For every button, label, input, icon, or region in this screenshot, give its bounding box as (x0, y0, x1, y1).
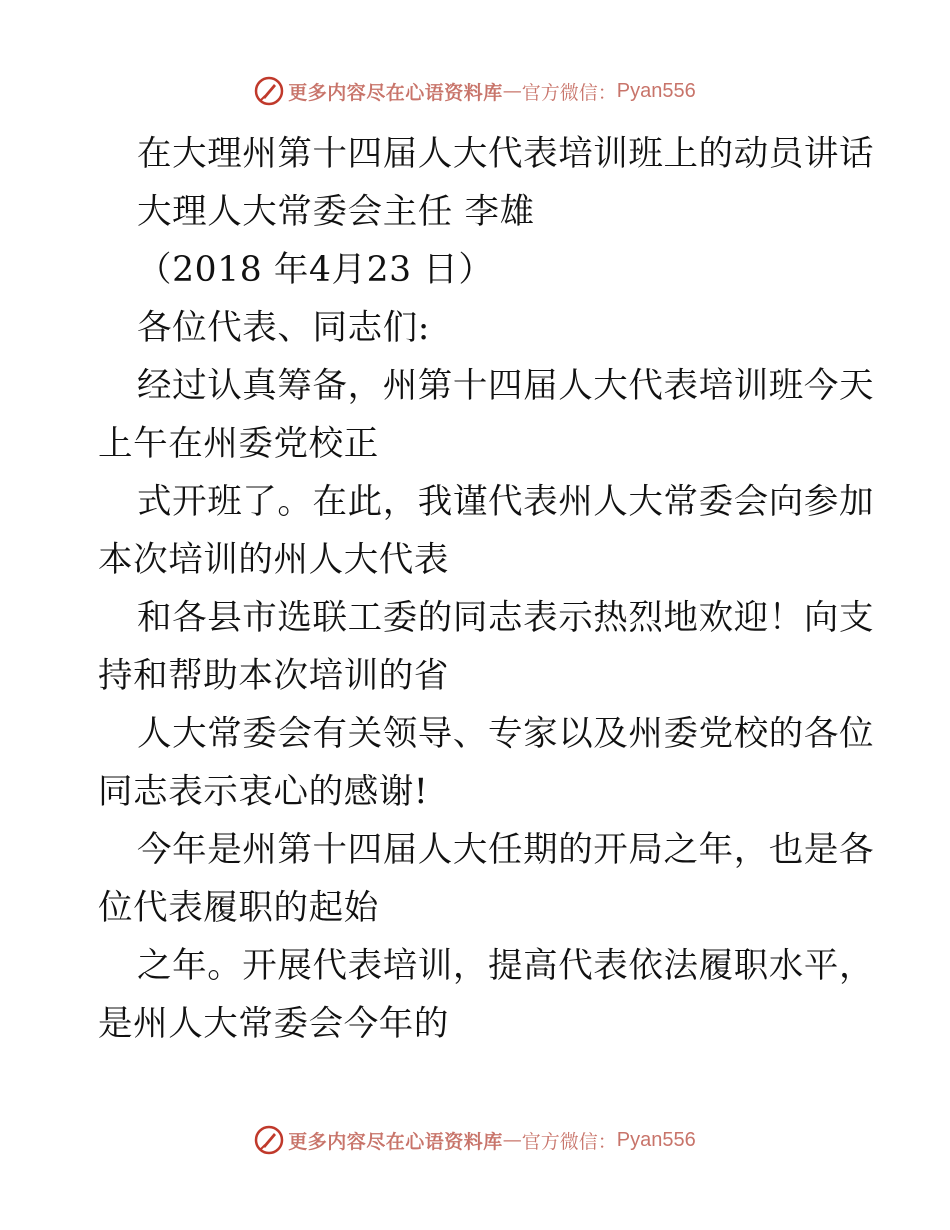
header-watermark (0, 71, 950, 111)
document-body (98, 125, 875, 1053)
watermark-brand: 更多内容尽在心语资料库 (288, 81, 503, 104)
document-title: 在大理州第十四届人大代表培训班上的动员讲话 (137, 134, 875, 174)
watermark-wechat-id: Pyan556 (616, 79, 696, 102)
salutation: 各位代表、同志们: (137, 308, 431, 348)
paragraph-line: 人大常委会有关领导、专家以及州委党校的各位 (137, 714, 875, 754)
quill-logo-icon (254, 76, 284, 106)
document-speaker: 大理人大常委会主任 李雄 (137, 192, 535, 232)
document-date: （2018 年4月23 日） (137, 250, 494, 290)
paragraph-line: 经过认真筹备，州第十四届人大代表培训班今天 (137, 366, 875, 406)
paragraph-line: 之年。开展代表培训，提高代表依法履职水平， (137, 946, 875, 986)
paragraph-line: 式开班了。在此，我谨代表州人大常委会向参加 (137, 482, 875, 522)
footer-watermark (0, 1120, 950, 1160)
paragraph-line: 和各县市选联工委的同志表示热烈地欢迎！向支 (137, 598, 875, 638)
watermark-dash: — (502, 1129, 522, 1151)
paragraph-line: 今年是州第十四届人大任期的开局之年，也是各 (137, 830, 875, 870)
paragraph-line: 持和帮助本次培训的省 (98, 656, 449, 696)
paragraph-line: 本次培训的州人大代表 (98, 540, 449, 580)
paragraph-line: 位代表履职的起始 (98, 888, 379, 928)
watermark-wechat-id: Pyan556 (616, 1128, 696, 1151)
watermark-dash: — (502, 80, 522, 102)
quill-logo-icon (254, 1125, 284, 1155)
paragraph-line: 同志表示衷心的感谢! (98, 772, 429, 812)
watermark-label: 官方微信： (521, 81, 617, 104)
paragraph-line: 上午在州委党校正 (98, 424, 379, 464)
paragraph-line: 是州人大常委会今年的 (98, 1004, 449, 1044)
watermark-brand: 更多内容尽在心语资料库 (288, 1130, 503, 1153)
watermark-label: 官方微信： (521, 1130, 617, 1153)
